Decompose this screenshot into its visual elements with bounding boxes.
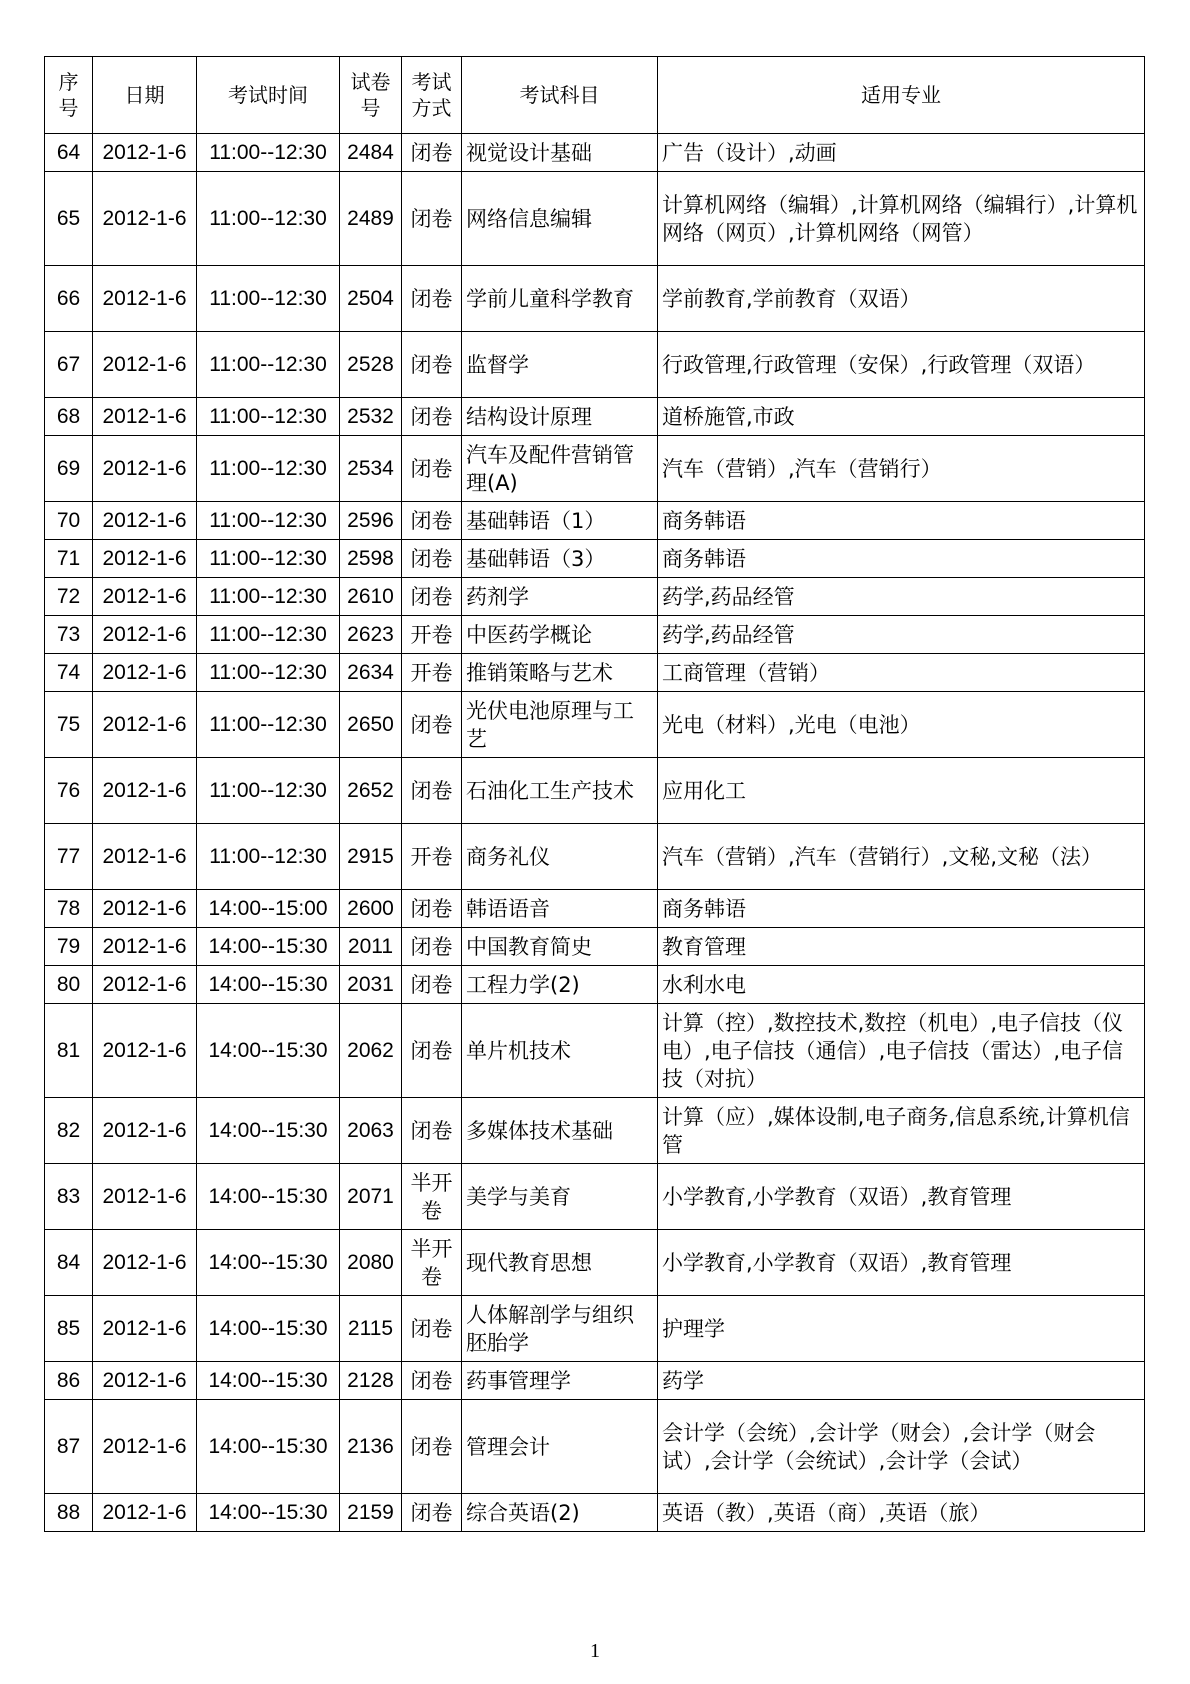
cell-method: 闭卷 (402, 266, 462, 332)
cell-date: 2012-1-6 (93, 1004, 197, 1098)
page-number: 1 (590, 1640, 600, 1662)
cell-subject: 监督学 (462, 332, 658, 398)
cell-method: 半开卷 (402, 1230, 462, 1296)
cell-paper: 2071 (340, 1164, 402, 1230)
cell-major: 工商管理（营销） (658, 654, 1145, 692)
cell-subject: 人体解剖学与组织胚胎学 (462, 1296, 658, 1362)
exam-schedule-table (44, 56, 1145, 1532)
cell-subject: 石油化工生产技术 (462, 758, 658, 824)
cell-subject: 韩语语音 (462, 890, 658, 928)
cell-major: 应用化工 (658, 758, 1145, 824)
cell-time: 11:00--12:30 (197, 398, 340, 436)
cell-major: 水利水电 (658, 966, 1145, 1004)
cell-paper: 2532 (340, 398, 402, 436)
cell-num: 85 (45, 1296, 93, 1362)
cell-date: 2012-1-6 (93, 1164, 197, 1230)
cell-date: 2012-1-6 (93, 502, 197, 540)
cell-time: 14:00--15:30 (197, 1230, 340, 1296)
cell-subject: 光伏电池原理与工艺 (462, 692, 658, 758)
table-row (45, 436, 1145, 502)
cell-paper: 2031 (340, 966, 402, 1004)
cell-time: 14:00--15:30 (197, 1362, 340, 1400)
table-row (45, 890, 1145, 928)
cell-time: 11:00--12:30 (197, 540, 340, 578)
cell-time: 14:00--15:30 (197, 1494, 340, 1532)
table-row (45, 966, 1145, 1004)
header-method: 考试方式 (402, 57, 462, 134)
cell-major: 商务韩语 (658, 890, 1145, 928)
table-row (45, 1362, 1145, 1400)
table-row (45, 824, 1145, 890)
table-row (45, 1230, 1145, 1296)
cell-time: 11:00--12:30 (197, 654, 340, 692)
cell-date: 2012-1-6 (93, 928, 197, 966)
cell-num: 83 (45, 1164, 93, 1230)
cell-num: 77 (45, 824, 93, 890)
cell-date: 2012-1-6 (93, 758, 197, 824)
cell-paper: 2484 (340, 134, 402, 172)
cell-date: 2012-1-6 (93, 578, 197, 616)
cell-method: 闭卷 (402, 332, 462, 398)
cell-time: 14:00--15:30 (197, 1098, 340, 1164)
cell-major: 汽车（营销）,汽车（营销行） (658, 436, 1145, 502)
cell-subject: 汽车及配件营销管理(A) (462, 436, 658, 502)
cell-date: 2012-1-6 (93, 398, 197, 436)
cell-date: 2012-1-6 (93, 1400, 197, 1494)
cell-num: 73 (45, 616, 93, 654)
cell-time: 14:00--15:30 (197, 1164, 340, 1230)
cell-subject: 综合英语(2) (462, 1494, 658, 1532)
cell-date: 2012-1-6 (93, 890, 197, 928)
cell-paper: 2534 (340, 436, 402, 502)
cell-method: 开卷 (402, 824, 462, 890)
cell-major: 会计学（会统）,会计学（财会）,会计学（财会试）,会计学（会统试）,会计学（会试） (658, 1400, 1145, 1494)
header-subject: 考试科目 (462, 57, 658, 134)
cell-num: 71 (45, 540, 93, 578)
cell-subject: 网络信息编辑 (462, 172, 658, 266)
cell-date: 2012-1-6 (93, 436, 197, 502)
cell-date: 2012-1-6 (93, 824, 197, 890)
cell-date: 2012-1-6 (93, 1098, 197, 1164)
cell-date: 2012-1-6 (93, 540, 197, 578)
table-row (45, 502, 1145, 540)
cell-paper: 2136 (340, 1400, 402, 1494)
cell-time: 11:00--12:30 (197, 616, 340, 654)
cell-subject: 商务礼仪 (462, 824, 658, 890)
cell-method: 闭卷 (402, 1362, 462, 1400)
cell-date: 2012-1-6 (93, 1494, 197, 1532)
cell-paper: 2652 (340, 758, 402, 824)
cell-subject: 结构设计原理 (462, 398, 658, 436)
cell-date: 2012-1-6 (93, 172, 197, 266)
cell-method: 闭卷 (402, 1400, 462, 1494)
table-row (45, 1494, 1145, 1532)
cell-time: 11:00--12:30 (197, 266, 340, 332)
cell-subject: 中国教育简史 (462, 928, 658, 966)
cell-date: 2012-1-6 (93, 134, 197, 172)
cell-subject: 学前儿童科学教育 (462, 266, 658, 332)
cell-method: 闭卷 (402, 172, 462, 266)
cell-major: 小学教育,小学教育（双语）,教育管理 (658, 1230, 1145, 1296)
cell-time: 11:00--12:30 (197, 578, 340, 616)
cell-major: 学前教育,学前教育（双语） (658, 266, 1145, 332)
cell-paper: 2634 (340, 654, 402, 692)
header-major: 适用专业 (658, 57, 1145, 134)
cell-major: 道桥施管,市政 (658, 398, 1145, 436)
cell-subject: 现代教育思想 (462, 1230, 658, 1296)
cell-num: 88 (45, 1494, 93, 1532)
cell-date: 2012-1-6 (93, 692, 197, 758)
cell-paper: 2623 (340, 616, 402, 654)
table-row (45, 928, 1145, 966)
cell-subject: 基础韩语（3） (462, 540, 658, 578)
cell-method: 闭卷 (402, 890, 462, 928)
cell-subject: 药事管理学 (462, 1362, 658, 1400)
cell-num: 67 (45, 332, 93, 398)
cell-major: 行政管理,行政管理（安保）,行政管理（双语） (658, 332, 1145, 398)
cell-num: 78 (45, 890, 93, 928)
cell-time: 11:00--12:30 (197, 824, 340, 890)
cell-num: 74 (45, 654, 93, 692)
table-row (45, 332, 1145, 398)
cell-time: 11:00--12:30 (197, 436, 340, 502)
cell-method: 闭卷 (402, 928, 462, 966)
table-row (45, 578, 1145, 616)
cell-major: 广告（设计）,动画 (658, 134, 1145, 172)
cell-num: 70 (45, 502, 93, 540)
cell-paper: 2598 (340, 540, 402, 578)
cell-num: 75 (45, 692, 93, 758)
cell-major: 计算（应）,媒体设制,电子商务,信息系统,计算机信管 (658, 1098, 1145, 1164)
header-row (45, 57, 1145, 134)
cell-method: 闭卷 (402, 578, 462, 616)
cell-paper: 2596 (340, 502, 402, 540)
cell-paper: 2063 (340, 1098, 402, 1164)
cell-num: 68 (45, 398, 93, 436)
cell-method: 闭卷 (402, 1494, 462, 1532)
cell-date: 2012-1-6 (93, 1296, 197, 1362)
cell-major: 护理学 (658, 1296, 1145, 1362)
cell-time: 11:00--12:30 (197, 692, 340, 758)
cell-subject: 视觉设计基础 (462, 134, 658, 172)
cell-paper: 2504 (340, 266, 402, 332)
cell-method: 开卷 (402, 654, 462, 692)
cell-date: 2012-1-6 (93, 332, 197, 398)
header-num: 序号 (45, 57, 93, 134)
cell-time: 11:00--12:30 (197, 172, 340, 266)
cell-subject: 工程力学(2) (462, 966, 658, 1004)
cell-major: 计算机网络（编辑）,计算机网络（编辑行）,计算机网络（网页）,计算机网络（网管） (658, 172, 1145, 266)
cell-major: 商务韩语 (658, 540, 1145, 578)
cell-paper: 2115 (340, 1296, 402, 1362)
cell-date: 2012-1-6 (93, 266, 197, 332)
header-time: 考试时间 (197, 57, 340, 134)
cell-major: 小学教育,小学教育（双语）,教育管理 (658, 1164, 1145, 1230)
cell-method: 闭卷 (402, 134, 462, 172)
cell-major: 汽车（营销）,汽车（营销行）,文秘,文秘（法） (658, 824, 1145, 890)
cell-paper: 2062 (340, 1004, 402, 1098)
cell-num: 80 (45, 966, 93, 1004)
cell-paper: 2159 (340, 1494, 402, 1532)
cell-method: 闭卷 (402, 1004, 462, 1098)
table-row (45, 1098, 1145, 1164)
table-row (45, 1296, 1145, 1362)
table-row (45, 758, 1145, 824)
cell-paper: 2489 (340, 172, 402, 266)
table-row (45, 1400, 1145, 1494)
cell-paper: 2080 (340, 1230, 402, 1296)
table-row (45, 266, 1145, 332)
cell-paper: 2528 (340, 332, 402, 398)
cell-subject: 药剂学 (462, 578, 658, 616)
cell-method: 闭卷 (402, 436, 462, 502)
cell-major: 药学 (658, 1362, 1145, 1400)
cell-subject: 单片机技术 (462, 1004, 658, 1098)
cell-method: 开卷 (402, 616, 462, 654)
table-row (45, 1164, 1145, 1230)
cell-time: 11:00--12:30 (197, 134, 340, 172)
cell-subject: 管理会计 (462, 1400, 658, 1494)
cell-method: 闭卷 (402, 502, 462, 540)
cell-method: 闭卷 (402, 692, 462, 758)
cell-num: 81 (45, 1004, 93, 1098)
cell-time: 14:00--15:30 (197, 966, 340, 1004)
cell-num: 69 (45, 436, 93, 502)
table-row (45, 172, 1145, 266)
cell-time: 11:00--12:30 (197, 502, 340, 540)
cell-time: 14:00--15:30 (197, 1296, 340, 1362)
cell-paper: 2610 (340, 578, 402, 616)
table-row (45, 398, 1145, 436)
cell-date: 2012-1-6 (93, 1230, 197, 1296)
table-row (45, 692, 1145, 758)
cell-time: 11:00--12:30 (197, 332, 340, 398)
cell-date: 2012-1-6 (93, 966, 197, 1004)
table-row (45, 616, 1145, 654)
cell-method: 闭卷 (402, 1098, 462, 1164)
cell-time: 14:00--15:00 (197, 890, 340, 928)
cell-num: 72 (45, 578, 93, 616)
cell-method: 半开卷 (402, 1164, 462, 1230)
cell-num: 76 (45, 758, 93, 824)
cell-method: 闭卷 (402, 966, 462, 1004)
table-row (45, 134, 1145, 172)
cell-major: 教育管理 (658, 928, 1145, 966)
cell-major: 药学,药品经管 (658, 616, 1145, 654)
cell-method: 闭卷 (402, 540, 462, 578)
cell-paper: 2915 (340, 824, 402, 890)
table-row (45, 654, 1145, 692)
cell-subject: 推销策略与艺术 (462, 654, 658, 692)
cell-num: 64 (45, 134, 93, 172)
header-date: 日期 (93, 57, 197, 134)
cell-major: 光电（材料）,光电（电池） (658, 692, 1145, 758)
cell-major: 计算（控）,数控技术,数控（机电）,电子信技（仪电）,电子信技（通信）,电子信技（雷达）,电子信技（对抗） (658, 1004, 1145, 1098)
cell-paper: 2650 (340, 692, 402, 758)
table-row (45, 540, 1145, 578)
cell-subject: 中医药学概论 (462, 616, 658, 654)
cell-date: 2012-1-6 (93, 654, 197, 692)
cell-date: 2012-1-6 (93, 616, 197, 654)
cell-time: 14:00--15:30 (197, 1004, 340, 1098)
cell-num: 65 (45, 172, 93, 266)
cell-method: 闭卷 (402, 1296, 462, 1362)
cell-method: 闭卷 (402, 398, 462, 436)
table-row (45, 1004, 1145, 1098)
cell-method: 闭卷 (402, 758, 462, 824)
cell-major: 商务韩语 (658, 502, 1145, 540)
cell-paper: 2011 (340, 928, 402, 966)
cell-major: 英语（教）,英语（商）,英语（旅） (658, 1494, 1145, 1532)
cell-subject: 多媒体技术基础 (462, 1098, 658, 1164)
header-paper: 试卷号 (340, 57, 402, 134)
cell-paper: 2600 (340, 890, 402, 928)
cell-num: 66 (45, 266, 93, 332)
cell-subject: 基础韩语（1） (462, 502, 658, 540)
cell-date: 2012-1-6 (93, 1362, 197, 1400)
cell-major: 药学,药品经管 (658, 578, 1145, 616)
cell-num: 84 (45, 1230, 93, 1296)
cell-subject: 美学与美育 (462, 1164, 658, 1230)
cell-time: 14:00--15:30 (197, 928, 340, 966)
cell-num: 79 (45, 928, 93, 966)
cell-num: 87 (45, 1400, 93, 1494)
cell-time: 11:00--12:30 (197, 758, 340, 824)
cell-time: 14:00--15:30 (197, 1400, 340, 1494)
cell-num: 86 (45, 1362, 93, 1400)
cell-paper: 2128 (340, 1362, 402, 1400)
cell-num: 82 (45, 1098, 93, 1164)
